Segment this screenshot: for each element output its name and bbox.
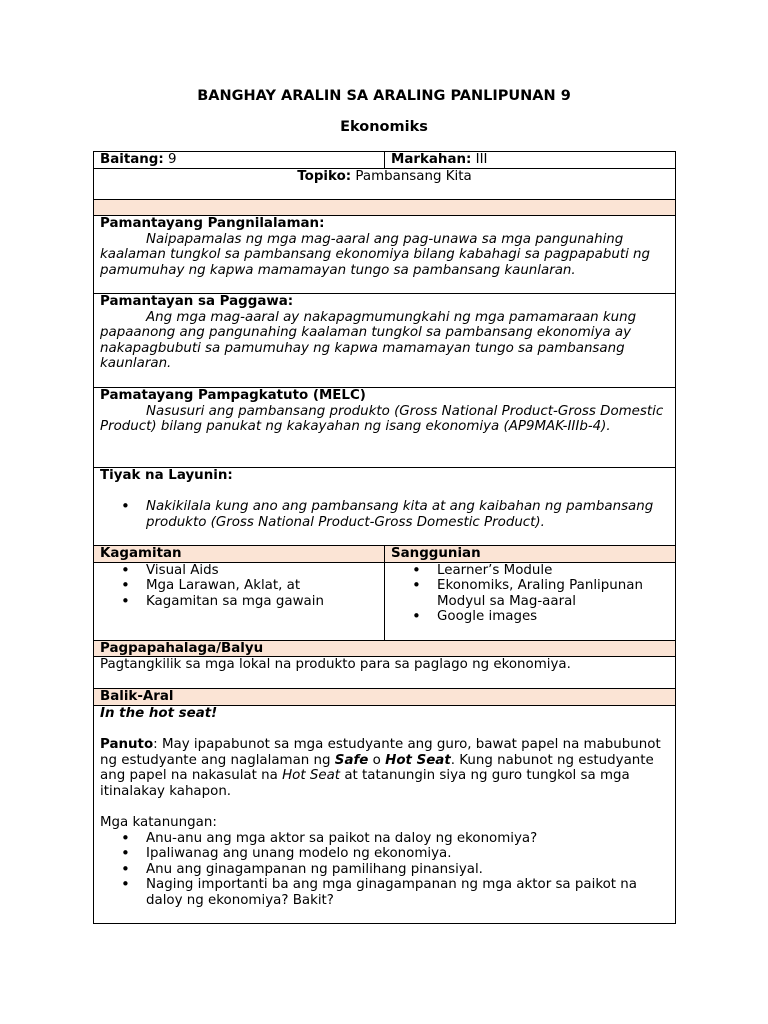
kagamitan-sanggunian-header-row: [94, 546, 676, 563]
topiko-value: Pambansang Kita: [351, 169, 472, 184]
tiyak-na-layunin-heading: Tiyak na Layunin:: [100, 468, 233, 483]
pamantayan-sa-paggawa-text: Ang mga mag-aaral ay nakapagmumungkahi ng mga pamamaraan kung papaanong ang pangunahing kaalaman tungkol sa pambansang ekonomiya ay nakapagbubuti sa pamumuhay ng kapwa mamamayan tungo sa pambansang kaunlaran.: [100, 309, 637, 372]
melc-text: Nasusuri ang pambansang produkto (Gross National Product-Gross Domestic Product) bilang panukat ng kakayahan ng isang ekonomiya (AP9MAK-IIIb-4).: [100, 403, 664, 435]
kagamitan-list: [100, 563, 378, 610]
balik-aral-header-row: [94, 689, 676, 706]
list-item: • Ipaliwanag ang unang modelo ng ekonomiya.: [146, 846, 669, 862]
pagpapahalaga-text: Pagtangkilik sa mga lokal na produkto para sa paglago ng ekonomiya.: [100, 657, 571, 673]
pagpapahalaga-cell: [94, 657, 676, 689]
pagpapahalaga-row: [94, 657, 676, 689]
topiko-row: [94, 169, 676, 200]
kagamitan-header-cell: [94, 546, 385, 563]
baitang-label: Baitang:: [100, 152, 164, 167]
shaded-spacer-row: [94, 200, 676, 216]
pamantayang-pangnilalaman-text: Naipapamalas ng mga mag-aaral ang pag-unawa sa mga pangunahing kaalaman tungkol sa pambansang ekonomiya bilang kabahagi sa pagpapabuti ng pamumuhay ng kapwa mamamayan tungo sa pambansang kaunlaran.: [100, 231, 651, 278]
tiyak-na-layunin-list: [100, 499, 669, 530]
panuto-text-1: : May ipapabunot sa mga estudyante ang guro, bawat papel na mabubunot ng estudyante ang naglalaman ng: [100, 736, 661, 768]
melc-heading: Pamatayang Pampagkatuto (MELC): [100, 388, 366, 403]
panuto-text-2: . Kung nabunot ng estudyante ang papel na nakasulat na: [100, 752, 654, 784]
pamantayang-pangnilalaman-row: [94, 216, 676, 294]
list-item: • Naging importanti ba ang mga ginagampanan ng mga aktor sa paikot na daloy ng ekonomiya? Bakit?: [146, 877, 669, 908]
topiko-label: Topiko:: [297, 169, 352, 184]
baitang-cell: [94, 152, 385, 169]
baitang-value: 9: [163, 152, 177, 167]
sanggunian-heading: Sanggunian: [391, 546, 481, 561]
list-item: • Anu ang ginagampanan ng pamilihang pinansiyal.: [146, 862, 669, 878]
pamantayang-pangnilalaman-heading: Pamantayang Pangnilalaman:: [100, 216, 325, 231]
melc-cell: [94, 388, 676, 468]
grade-quarter-row: [94, 152, 676, 169]
markahan-cell: [385, 152, 676, 169]
tiyak-na-layunin-cell: [94, 468, 676, 546]
pagpapahalaga-header-cell: [94, 640, 676, 657]
tiyak-na-layunin-row: [94, 468, 676, 546]
list-item: • Visual Aids: [146, 563, 378, 579]
balik-aral-row: [94, 705, 676, 923]
panuto-paragraph: [100, 737, 669, 799]
sanggunian-list-cell: [385, 562, 676, 640]
katanungan-label: Mga katanungan:: [100, 814, 217, 830]
list-item: • Anu-anu ang mga aktor sa paikot na daloy ng ekonomiya?: [146, 831, 669, 847]
hot-seat-italic-label: Hot Seat: [282, 768, 341, 784]
list-item: • Ekonomiks, Araling Panlipunan Modyul sa Mag-aaral: [437, 578, 669, 609]
balik-aral-heading: Balik-Aral: [100, 689, 174, 705]
list-item: • Mga Larawan, Aklat, at: [146, 578, 378, 594]
markahan-label: Markahan:: [391, 152, 472, 167]
list-item: • Learner’s Module: [437, 563, 669, 579]
list-item: • Nakikilala kung ano ang pambansang kita at ang kaibahan ng pambansang produkto (Gross National Product-Gross Domestic Product).: [146, 499, 669, 530]
list-item: • Kagamitan sa mga gawain: [146, 594, 378, 610]
activity-title: In the hot seat!: [100, 705, 218, 721]
pagpapahalaga-header-row: [94, 640, 676, 657]
balik-aral-header-cell: [94, 689, 676, 706]
page-subtitle: Ekonomiks: [340, 119, 428, 135]
panuto-text-3: at tatanungin siya ng guro tungkol sa mga itinalakay kahapon.: [100, 768, 630, 799]
pagpapahalaga-heading: Pagpapahalaga/Balyu: [100, 640, 264, 656]
balik-aral-cell: [94, 705, 676, 923]
hot-seat-bold-label: Hot Seat: [385, 752, 451, 768]
o-text: o: [368, 752, 386, 768]
kagamitan-heading: Kagamitan: [100, 546, 182, 561]
kagamitan-list-cell: [94, 562, 385, 640]
topiko-cell: [94, 169, 676, 200]
melc-row: [94, 388, 676, 468]
pamantayan-sa-paggawa-row: [94, 294, 676, 388]
pamantayan-sa-paggawa-cell: [94, 294, 676, 388]
sanggunian-header-cell: [385, 546, 676, 563]
pamantayan-sa-paggawa-heading: Pamantayan sa Paggawa:: [100, 294, 294, 309]
panuto-label: Panuto: [100, 736, 154, 752]
markahan-value: III: [471, 152, 488, 167]
katanungan-list: [100, 831, 669, 909]
pamantayang-pangnilalaman-cell: [94, 216, 676, 294]
sanggunian-list: [391, 563, 669, 625]
lesson-plan-table: [93, 151, 676, 924]
list-item: • Google images: [437, 609, 669, 625]
safe-label: Safe: [334, 752, 369, 768]
kagamitan-sanggunian-list-row: [94, 562, 676, 640]
page-title: BANGHAY ARALIN SA ARALING PANLIPUNAN 9: [197, 88, 571, 104]
shaded-spacer-cell: [94, 200, 676, 216]
